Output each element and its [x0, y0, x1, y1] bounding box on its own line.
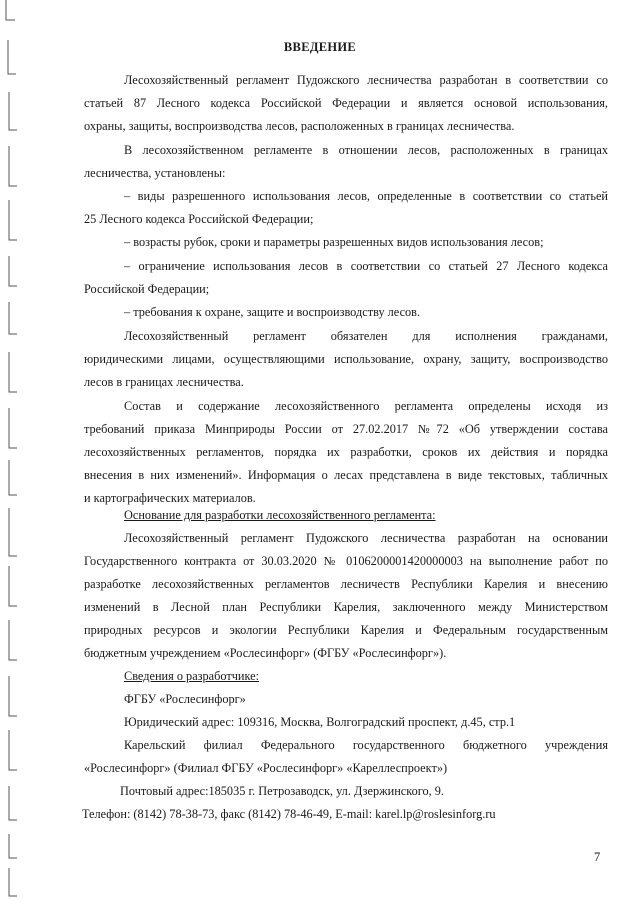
list-item-line: – требования к охране, защите и воспроизводству лесов. [124, 305, 421, 319]
paragraph-line: изменений в Лесной план Республики Карелия, заключенного между Министерством [84, 600, 608, 614]
paragraph-line: Лесохозяйственный регламент обязателен для исполнения гражданами, [124, 329, 608, 343]
section-heading-basis: Основание для разработки лесохозяйственного регламента: [124, 508, 436, 522]
paragraph-line: и картографических материалов. [84, 491, 256, 505]
paragraph-line: лесов в границах лесничества. [84, 375, 244, 389]
paragraph-line: В лесохозяйственном регламенте в отношении лесов, расположенных в границах [124, 143, 608, 157]
paragraph-line: Государственного контракта от 30.03.2020 № 0106200001420000003 на выполнение работ по [84, 554, 608, 568]
list-item-line: 25 Лесного кодекса Российской Федерации; [84, 212, 314, 226]
paragraph-line: внесения в них изменений». Информация о лесах представлена в виде текстовых, табличных [84, 468, 608, 482]
paragraph-line: лесохозяйственных регламентов, порядка их разработки, сроков их действия и порядка [84, 445, 608, 459]
list-item-line: – возрасты рубок, сроки и параметры разрешенных видов использования лесов; [124, 235, 544, 249]
paragraph-line: бюджетным учреждением «Рослесинфорг» (ФГБУ «Рослесинфорг»). [84, 646, 447, 660]
list-item-line: – ограничение использования лесов в соответствии со статьей 27 Лесного кодекса [124, 259, 608, 273]
paragraph-line: природных ресурсов и экологии Республики Карелия и Федеральным государственным [84, 623, 608, 637]
paragraph-line: разработке лесохозяйственных регламентов лесничеств Республики Карелия и внесению [84, 577, 608, 591]
legal-address: Юридический адрес: 109316, Москва, Волгоградский проспект, д.45, стр.1 [124, 715, 516, 729]
paragraph-line: статьей 87 Лесного кодекса Российской Федерации и является основой использования, [84, 96, 608, 110]
list-item-line: – виды разрешенного использования лесов, определенные в соответствии со статьей [124, 189, 608, 203]
paragraph-line: охраны, защиты, воспроизводства лесов, расположенных в границах лесничества. [84, 119, 515, 133]
section-heading-developer: Сведения о разработчике: [124, 669, 260, 683]
branch-line: «Рослесинфорг» (Филиал ФГБУ «Рослесинфорг» «Кареллеспроект») [84, 761, 448, 775]
paragraph-line: Состав и содержание лесохозяйственного регламента определены исходя из [124, 399, 608, 413]
paragraph-line: Лесохозяйственный регламент Пудожского лесничества разработан в соответствии со [124, 73, 608, 87]
paragraph-line: лесничества, установлены: [84, 166, 226, 180]
organization-name: ФГБУ «Рослесинфорг» [124, 692, 246, 706]
list-item-line: Российской Федерации; [84, 282, 210, 296]
page-number: 7 [594, 850, 601, 864]
postal-address: Почтовый адрес:185035 г. Петрозаводск, ул. Дзержинского, 9. [120, 784, 444, 798]
paragraph-line: юридическими лицами, осуществляющими использование, охрану, защиту, воспроизводство [84, 352, 608, 366]
page-title: ВВЕДЕНИЕ [283, 40, 357, 54]
paragraph-line: Лесохозяйственный регламент Пудожского лесничества разработан на основании [124, 531, 608, 545]
binding-margin-marks [0, 0, 30, 905]
contact-line: Телефон: (8142) 78-38-73, факс (8142) 78-46-49, E-mail: karel.lp@roslesinforg.ru [82, 807, 496, 821]
paragraph-line: требований приказа Минприроды России от 27.02.2017 №72 «Об утверждении состава [84, 422, 608, 436]
branch-line: Карельский филиал Федерального государственного бюджетного учреждения [124, 738, 608, 752]
